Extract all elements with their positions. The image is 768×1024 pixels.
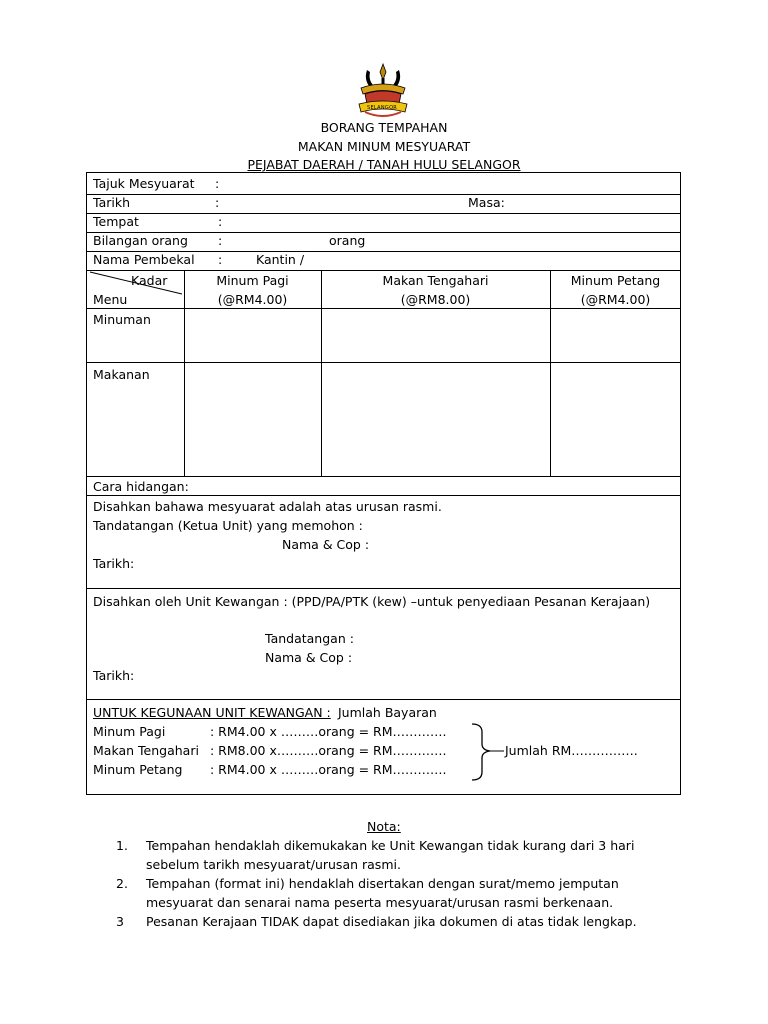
nota-number: 2.: [116, 876, 128, 891]
col-makan-tengahari-price: (@RM8.00): [400, 292, 471, 307]
kadar-label: Kadar: [131, 273, 168, 288]
col-makan-tengahari: Makan Tengahari: [382, 273, 489, 288]
col-minum-pagi: Minum Pagi: [216, 273, 289, 288]
cara-hidangan-label: Cara hidangan:: [93, 479, 189, 494]
tarikh-label: Tarikh: [93, 195, 130, 210]
form-subtitle: MAKAN MINUM MESYUARAT: [297, 139, 471, 154]
tempat-colon: :: [218, 214, 223, 229]
row-minuman: Minuman: [93, 312, 151, 327]
nota-line: Tempahan (format ini) hendaklah disertakan dengan surat/memo jemputan: [146, 876, 619, 891]
kewangan-tandatangan-label: Tandatangan :: [265, 631, 354, 646]
masa-label: Masa:: [468, 195, 505, 210]
orang-label: orang: [329, 233, 366, 248]
col-minum-petang: Minum Petang: [570, 273, 661, 288]
tajuk-label: Tajuk Mesyuarat: [93, 176, 195, 191]
pengesahan-tarikh-label: Tarikh:: [93, 556, 135, 571]
menu-label: Menu: [93, 292, 128, 307]
col-minum-petang-price: (@RM4.00): [580, 292, 651, 307]
kewangan-heading: UNTUK KEGUNAAN UNIT KEWANGAN :: [93, 705, 331, 720]
masa-field[interactable]: [510, 195, 670, 211]
col-minum-pagi-price: (@RM4.00): [217, 292, 288, 307]
cell-minuman-tengahari[interactable]: [323, 310, 548, 360]
kewangan-nama-cop-label: Nama & Cop :: [265, 650, 353, 665]
pembekal-colon: :: [218, 252, 223, 267]
pengesahan-text: Disahkan bahawa mesyuarat adalah atas urusan rasmi.: [93, 499, 442, 514]
pembekal-field[interactable]: [315, 252, 670, 268]
kantin-label: Kantin /: [256, 252, 305, 267]
kewangan-item-calc: : RM8.00 x……….orang = RM………….: [210, 743, 447, 758]
kewangan-item-calc: : RM4.00 x ………orang = RM………….: [210, 724, 447, 739]
tarikh-colon: :: [215, 195, 220, 210]
nota-number: 3: [116, 914, 124, 929]
kewangan-item-label: Minum Pagi: [93, 724, 166, 739]
bilangan-colon: :: [218, 233, 223, 248]
nota-line: mesyuarat dan senarai nama peserta mesyuarat/urusan rasmi berkenaan.: [146, 895, 614, 910]
nama-cop-label: Nama & Cop :: [282, 537, 370, 552]
form-title: BORANG TEMPAHAN: [320, 120, 448, 135]
selangor-crest-logo: [353, 60, 413, 122]
tajuk-field[interactable]: [230, 176, 670, 192]
jumlah-rm-label: Jumlah RM…………….: [505, 743, 638, 758]
nota-line: sebelum tarikh mesyuarat/urusan rasmi.: [146, 857, 401, 872]
cell-minuman-pagi[interactable]: [186, 310, 319, 360]
curly-brace-icon: [468, 722, 508, 782]
tempat-field[interactable]: [230, 214, 670, 230]
row-makanan: Makanan: [93, 367, 150, 382]
jumlah-bayaran-label: Jumlah Bayaran: [338, 705, 437, 720]
kewangan-item-label: Makan Tengahari: [93, 743, 199, 758]
cell-makanan-petang[interactable]: [552, 364, 679, 474]
tempat-label: Tempat: [93, 214, 139, 229]
bilangan-label: Bilangan orang: [93, 233, 188, 248]
cell-makanan-pagi[interactable]: [186, 364, 319, 474]
office-title: PEJABAT DAERAH / TANAH HULU SELANGOR: [247, 157, 521, 172]
tarikh-field[interactable]: [230, 195, 450, 211]
kewangan-item-calc: : RM4.00 x ………orang = RM………….: [210, 762, 447, 777]
nota-number: 1.: [116, 838, 128, 853]
kewangan-pengesahan-text: Disahkan oleh Unit Kewangan : (PPD/PA/PTK (kew) –untuk penyediaan Pesanan Kerajaan): [93, 594, 651, 609]
crest-banner-text: SELANGOR: [367, 105, 398, 111]
pembekal-label: Nama Pembekal: [93, 252, 195, 267]
cell-minuman-petang[interactable]: [552, 310, 679, 360]
nota-line: Pesanan Kerajaan TIDAK dapat disediakan jika dokumen di atas tidak lengkap.: [146, 914, 637, 929]
tandatangan-ketua-label: Tandatangan (Ketua Unit) yang memohon :: [93, 518, 363, 533]
nota-title: Nota:: [367, 819, 401, 834]
bilangan-field[interactable]: [230, 233, 325, 249]
kewangan-item-label: Minum Petang: [93, 762, 183, 777]
nota-line: Tempahan hendaklah dikemukakan ke Unit Kewangan tidak kurang dari 3 hari: [146, 838, 635, 853]
cell-makanan-tengahari[interactable]: [323, 364, 548, 474]
kewangan-tarikh-label: Tarikh:: [93, 668, 135, 683]
tajuk-colon: :: [215, 176, 220, 191]
